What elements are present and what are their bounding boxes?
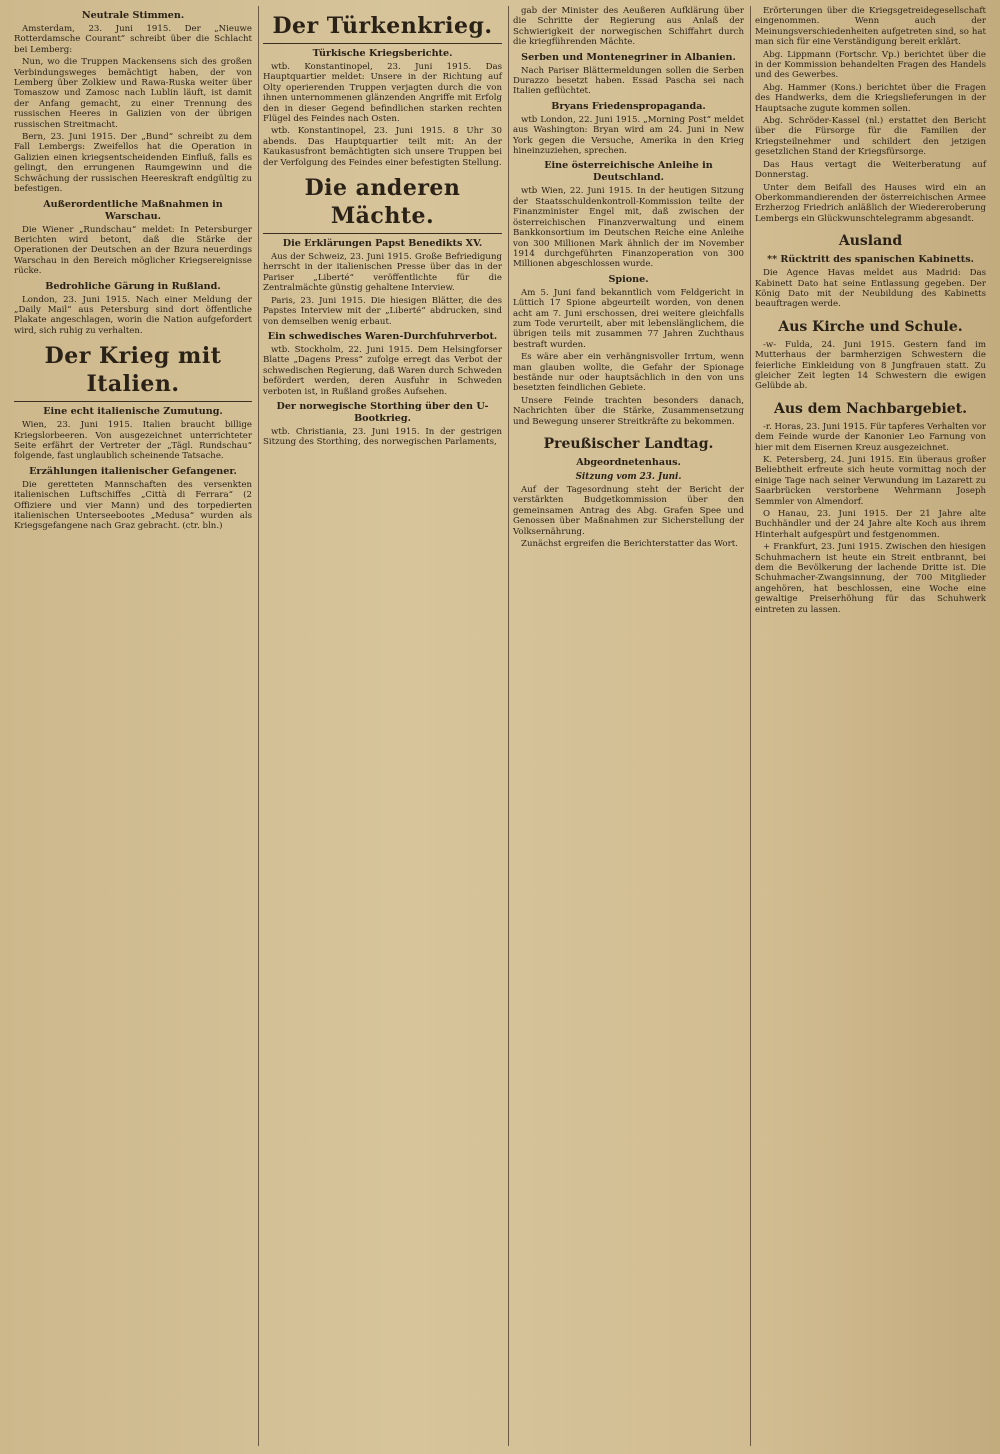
- article-paragraph: gab der Minister des Aeußeren Aufklärung über die Schritte der Regierung aus Anlaß der Schwierigkeit der norwegischen Schiffahrt durch die kriegführenden Mächte.: [513, 6, 744, 48]
- article-paragraph: Unter dem Beifall des Hauses wird ein an Oberkommandierenden der österreichischen Armee Erzherzog Friedrich anläßlich der Wiedereroberung Lembergs ein Glückwunschtelegramm abgesandt.: [755, 182, 986, 224]
- article-paragraph: Amsterdam, 23. Juni 1915. Der „Nieuwe Rotterdamsche Courant“ schreibt über die Schlacht bei Lemberg:: [14, 24, 252, 55]
- article-paragraph: Die Wiener „Rundschau“ meldet: In Petersburger Berichten wird betont, daß die Stärke der Operationen der Deutschen an der Bzura neuerdings Warschau in den Bereich möglicher Kriegsereignisse rücke.: [14, 224, 252, 277]
- subheading: Bedrohliche Gärung in Rußland.: [45, 280, 221, 292]
- subheading: Spione.: [608, 273, 649, 285]
- article-paragraph: wtb London, 22. Juni 1915. „Morning Post“ meldet aus Washington: Bryan wird am 24. Juni in New York gegen die Versuche, Amerika in den Krieg hineinzuziehen, sprechen.: [513, 114, 744, 157]
- subheading: Eine österreichische Anleihe in Deutschland.: [544, 160, 713, 184]
- article-paragraph: Abg. Schröder-Kassel (nl.) erstattet den Bericht über die Fürsorge für die Familien der Kriegsteilnehmer und schildert den jetzigen gesetzlichen Stand der Kriegsfürsorge.: [755, 116, 986, 158]
- subheading: ** Rücktritt des spanischen Kabinetts.: [767, 254, 974, 266]
- article-paragraph: wtb Wien, 22. Juni 1915. In der heutigen Sitzung der Staatsschuldenkontroll-Kommission teilte der Finanzminister Engel mit, daß zwischen der österreichischen Finanzverwaltung und einem Bankkonsortium im Deutschen Reiche eine Anleihe von 300 Millionen Mark ähnlich der im November 1914 durchgeführten Finanzoperation von 300 Millionen abgeschlossen wurde.: [513, 186, 744, 270]
- article-paragraph: Nun, wo die Truppen Mackensens sich des großen Verbindungsweges bemächtigt haben, der von Lemberg über Zolkiew und Rawa-Ruska weiter über Tomaszow und Zamosc nach Lublin läuft, ist damit der Anfang gemacht, zu einer Trennung des russischen Heeres in Galizien von der übrigen russischen Streitmacht.: [14, 57, 252, 130]
- subheading: Neutrale Stimmen.: [81, 10, 185, 21]
- article-paragraph: London, 23. Juni 1915. Nach einer Meldung der „Daily Mail“ aus Petersburg sind dort öffentliche Plakate angeschlagen, worin die Nation aufgefordert wird, sich ruhig zu verhalten.: [14, 294, 252, 336]
- column-4: [750, 6, 990, 1446]
- article-paragraph: -w- Fulda, 24. Juni 1915. Gestern fand im Mutterhaus der barmherzigen Schwestern die feierliche Einkleidung von 8 Jungfrauen statt. Zu gleicher Zeit legten 14 Schwestern die ewigen Gelübde ab.: [755, 339, 986, 392]
- article-paragraph: Die Agence Havas meldet aus Madrid: Das Kabinett Dato hat seine Entlassung gegeben. Der König Dato mit der Neubildung des Kabinetts beauftragen werde.: [755, 268, 986, 310]
- section-heading: Preußischer Landtag.: [543, 436, 714, 452]
- article-paragraph: Abg. Hammer (Kons.) berichtet über die Fragen des Handwerks, dem die Kriegslieferungen in der Hauptsache zugute kommen sollen.: [755, 82, 986, 114]
- article-paragraph: Erörterungen über die Kriegsgetreidegesellschaft eingenommen. Wenn auch der Meinungsverschiedenheiten aufgetreten sind, so hat man sich für eine Verständigung bereit erklärt.: [755, 6, 986, 48]
- article-paragraph: Paris, 23. Juni 1915. Die hiesigen Blätter, die des Papstes Interview mit der „Liberté“ abdrucken, sind von demselben wenig erbaut.: [263, 295, 502, 327]
- subheading: Die Erklärungen Papst Benedikts XV.: [282, 238, 483, 250]
- article-paragraph: Es wäre aber ein verhängnisvoller Irrtum, wenn man glauben wollte, die Gefahr der Spionage bestände nur oder hauptsächlich in den von uns besetzten feindlichen Gebiete.: [513, 352, 744, 394]
- section-heading: Aus Kirche und Schule.: [778, 318, 963, 335]
- subheading: Eine echt italienische Zumutung.: [43, 406, 223, 418]
- subheading: Serben und Montenegriner in Albanien.: [521, 51, 736, 63]
- section-heading: Ausland: [838, 233, 903, 250]
- column-1: [10, 6, 256, 1446]
- subheading: Außerordentliche Maßnahmen in Warschau.: [43, 198, 223, 222]
- subheading: Abgeordnetenhaus.: [576, 457, 681, 468]
- column-3: [508, 6, 748, 1446]
- column-2: [258, 6, 506, 1446]
- article-paragraph: Auf der Tagesordnung steht der Bericht der verstärkten Budgetkommission über den gemeinsamen Antrag des Abg. Grafen Spee und Genossen über Maßnahmen zur Sicherstellung der Volksernährung.: [513, 485, 744, 537]
- section-heading: Aus dem Nachbargebiet.: [773, 400, 968, 417]
- article-paragraph: Unsere Feinde trachten besonders danach, Nachrichten über die Stärke, Zusammensetzung und Bewegung unserer Streitkräfte zu bekommen.: [513, 395, 744, 427]
- section-heading: Die anderen Mächte.: [263, 174, 502, 234]
- article-paragraph: Das Haus vertagt die Weiterberatung auf Donnerstag.: [755, 159, 986, 181]
- article-paragraph: Abg. Lippmann (Fortschr. Vp.) berichtet über die in der Kommission behandelten Fragen des Handels und des Gewerbes.: [755, 49, 986, 81]
- session-date: Sitzung vom 23. Juni.: [575, 472, 682, 482]
- article-paragraph: Die geretteten Mannschaften des versenkten italienischen Luftschiffes „Città di Ferrara“ (2 Offiziere und vier Mann) und des torpedierten italienischen Unterseebootes „Medusa“ wurden als Kriegsgefangene nach Graz gebracht. (ctr. bln.): [14, 479, 252, 532]
- article-paragraph: Zunächst ergreifen die Berichterstatter das Wort.: [521, 539, 738, 550]
- section-heading: Der Krieg mit Italien.: [14, 342, 252, 402]
- article-paragraph: Nach Pariser Blättermeldungen sollen die Serben Durazzo besetzt haben. Essad Pascha sei nach Italien geflüchtet.: [513, 65, 744, 97]
- article-paragraph: wtb. Konstantinopel, 23. Juni 1915. 8 Uhr 30 abends. Das Hauptquartier teilt mit: An der Kaukasusfront bemächtigten sich unsere Truppen bei der Verfolgung des Feindes einer befestigten Stellung.: [263, 126, 502, 168]
- article-paragraph: wtb. Konstantinopel, 23. Juni 1915. Das Hauptquartier meldet: Unsere in der Richtung auf Olty operierenden Truppen verjagten durch die von ihnen unternommenen glänzenden Angriffe mit Erfolg den in dieser Gegend befindlichen starken rechten Flügel des Feindes nach Osten.: [263, 62, 502, 125]
- article-paragraph: K. Petersberg, 24. Juni 1915. Ein überaus großer Beliebtheit erfreute sich heute vormittag noch der einige Tage nach seiner Verwundung im Lazarett zu Saarbrücken verstorbene Wehrmann Joseph Semmler von Almendorf.: [755, 455, 986, 507]
- article-paragraph: Aus der Schweiz, 23. Juni 1915. Große Befriedigung herrscht in der italienischen Presse über das in der Pariser „Liberté“ veröffentlichte für die Zentralmächte günstig gehaltene Interview.: [263, 252, 502, 294]
- subheading: Türkische Kriegsberichte.: [312, 48, 453, 59]
- article-paragraph: + Frankfurt, 23. Juni 1915. Zwischen den hiesigen Schuhmachern ist heute ein Streit entbrannt, bei dem die Bevölkerung der lachende Dritte ist. Die Schuhmacher-Zwangsinnung, der 700 Mitglieder angehören, hat beschlossen, eine Woche eine gewaltige Preiserhöhung für das Schuhwerk eintreten zu lassen.: [755, 542, 986, 615]
- subheading: Ein schwedisches Waren-Durchfuhrverbot.: [267, 330, 498, 342]
- article-paragraph: wtb. Christiania, 23. Juni 1915. In der gestrigen Sitzung des Storthing, des norwegischen Parlaments,: [263, 426, 502, 448]
- article-paragraph: wtb. Stockholm, 22. Juni 1915. Dem Helsingforser Blatte „Dagens Press“ zufolge erregt das Verbot der schwedischen Regierung, daß Waren durch Schweden befördert werden, deren Ausfuhr in Schweden verboten ist, in Rußland großes Aufsehen.: [263, 344, 502, 397]
- article-paragraph: O Hanau, 23. Juni 1915. Der 21 Jahre alte Buchhändler und der 24 Jahre alte Koch aus ihrem Hinterhalt aufgespürt und festgenommen.: [755, 509, 986, 540]
- subheading: Der norwegische Storthing über den U-Bootkrieg.: [276, 400, 489, 424]
- article-paragraph: Wien, 23. Juni 1915. Italien braucht billige Kriegslorbeeren. Von ausgezeichnet unterrichteter Seite erfährt der Vertreter der „Tägl. Rundschau“ folgende, fast unglaublich scheinende Tatsache.: [14, 420, 252, 462]
- subheading: Erzählungen italienischer Gefangener.: [29, 465, 237, 477]
- article-paragraph: Am 5. Juni fand bekanntlich vom Feldgericht in Lüttich 17 Spione abgeurteilt worden, von denen acht am 7. Juni erschossen, drei weitere gleichfalls zum Tode verurteilt, aber mit lebenslänglichem, die übrigen teils mit zusammen 77 Jahren Zuchthaus bestraft wurden.: [513, 287, 744, 350]
- subheading: Bryans Friedenspropaganda.: [551, 100, 706, 112]
- article-paragraph: -r. Horas, 23. Juni 1915. Für tapferes Verhalten vor dem Feinde wurde der Kanonier Leo Farnung von hier mit dem Eisernen Kreuz ausgezeichnet.: [755, 421, 987, 453]
- article-paragraph: Bern, 23. Juni 1915. Der „Bund“ schreibt zu dem Fall Lembergs: Zweifellos hat die Operation in Galizien einen kriegsentscheidenden Einfluß, falls es gelingt, den errungenen Raumgewinn und die Schwächung der russischen Heereskraft endgültig zu befestigen.: [14, 132, 252, 195]
- section-heading: Der Türkenkrieg.: [263, 12, 502, 44]
